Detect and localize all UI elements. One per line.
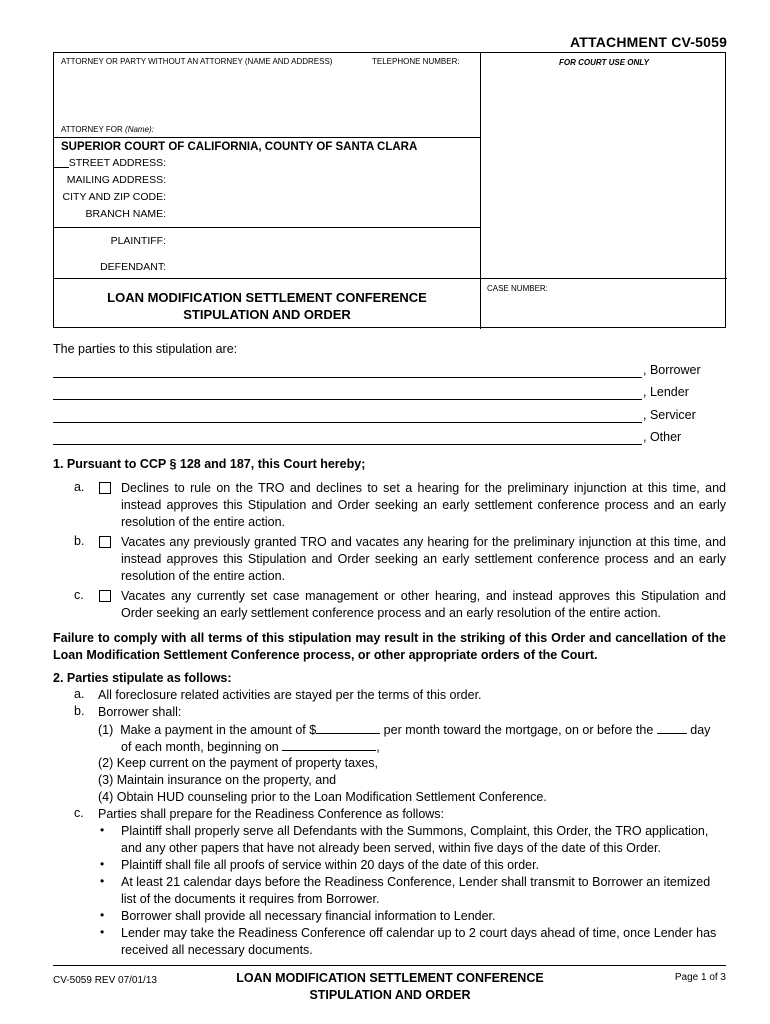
- borrower-line[interactable]: [53, 377, 642, 378]
- item-c-text: Vacates any currently set case management or other hearing, and instead approves this Stipulation and Order seeking an early settlement conference process and an early resolution of the entire action.: [121, 589, 726, 620]
- bullet-dot: •: [100, 823, 105, 837]
- payment-amount-blank[interactable]: [316, 721, 380, 734]
- parties-intro: The parties to this stipulation are:: [53, 342, 238, 356]
- caption-divider: [480, 53, 481, 329]
- readiness-bullet-2: Plaintiff shall file all proofs of service within 20 days of the date of this order.: [121, 858, 540, 872]
- bullet-dot: •: [100, 874, 105, 888]
- branch-name-label: BRANCH NAME:: [85, 208, 166, 220]
- servicer-line[interactable]: [53, 422, 642, 423]
- document-title: LOAN MODIFICATION SETTLEMENT CONFERENCE STIPULATION AND ORDER: [107, 290, 427, 322]
- item-b-checkbox[interactable]: [99, 536, 111, 548]
- section1-heading: 1. Pursuant to CCP § 128 and 187, this Court hereby;: [53, 457, 366, 471]
- item-c-checkbox[interactable]: [99, 590, 111, 602]
- city-zip-label: CITY AND ZIP CODE:: [62, 191, 166, 203]
- beginning-date-blank[interactable]: [282, 738, 376, 751]
- lender-line[interactable]: [53, 399, 642, 400]
- lender-label: , Lender: [643, 385, 689, 399]
- street-address-label: STREET ADDRESS:: [68, 157, 166, 169]
- caption-rule-court: [54, 227, 480, 228]
- warning-text: Failure to comply with all terms of this stipulation may result in the striking of this Order and cancellation of the Loan Modification Settlement Conference process, or other appropriate orders of the Court.: [53, 631, 726, 662]
- section2-b1-line2: of each month, beginning on ,: [121, 740, 380, 754]
- other-label: , Other: [643, 430, 682, 444]
- telephone-label: TELEPHONE NUMBER:: [372, 57, 460, 66]
- item-b-text: Vacates any previously granted TRO and vacates any hearing for the preliminary injunction at this time, and instead approves this Stipulation and Order seeking an early settlement conference process and an early resolution of the entire action.: [121, 535, 726, 583]
- section2-b-text: Borrower shall:: [98, 705, 182, 719]
- mailing-address-label: MAILING ADDRESS:: [66, 174, 166, 186]
- section2-b-letter: b.: [74, 704, 85, 718]
- footer-form-id: CV-5059 REV 07/01/13: [53, 975, 157, 986]
- section2-heading: 2. Parties stipulate as follows:: [53, 671, 232, 685]
- court-name: SUPERIOR COURT OF CALIFORNIA, COUNTY OF SANTA CLARA: [61, 141, 418, 153]
- caption-rule-attorney: [54, 137, 480, 138]
- item-c-letter: c.: [74, 588, 84, 602]
- case-number-label: CASE NUMBER:: [487, 284, 548, 293]
- borrower-label: , Borrower: [643, 363, 701, 377]
- item-b-letter: b.: [74, 534, 85, 548]
- court-use-label: FOR COURT USE ONLY: [559, 58, 649, 67]
- bullet-dot: •: [100, 925, 105, 939]
- section2-b1-line1: (1) Make a payment in the amount of $ per month toward the mortgage, on or before the day: [98, 723, 711, 737]
- bullet-dot: •: [100, 857, 105, 871]
- attorney-label: ATTORNEY OR PARTY WITHOUT AN ATTORNEY (NAME AND ADDRESS): [61, 57, 333, 66]
- section2-b4: (4) Obtain HUD counseling prior to the Loan Modification Settlement Conference.: [98, 790, 547, 804]
- other-line[interactable]: [53, 444, 642, 445]
- caption-box: [53, 52, 726, 328]
- attorney-for-label: ATTORNEY FOR (Name):: [61, 125, 154, 134]
- section2-a-text: All foreclosure related activities are stayed per the terms of this order.: [98, 688, 482, 702]
- section2-c-text: Parties shall prepare for the Readiness Conference as follows:: [98, 807, 445, 821]
- footer-page-number: Page 1 of 3: [674, 972, 726, 983]
- footer-title: LOAN MODIFICATION SETTLEMENT CONFERENCE STIPULATION AND ORDER: [236, 971, 544, 1002]
- caption-rule-parties: [54, 278, 727, 279]
- section2-c-letter: c.: [74, 806, 84, 820]
- readiness-bullet-3: At least 21 calendar days before the Readiness Conference, Lender shall transmit to Borrower an itemized list of the documents it requires from Borrower.: [121, 875, 711, 906]
- bullet-dot: •: [100, 908, 105, 922]
- servicer-label: , Servicer: [643, 408, 696, 422]
- item-a-text: Declines to rule on the TRO and declines to set a hearing for the preliminary injunction at this time, and instead approves this Stipulation and Order seeking an early settlement conference process and an early resolution of the entire action.: [121, 481, 726, 529]
- defendant-label: DEFENDANT:: [100, 261, 166, 273]
- readiness-bullet-4: Borrower shall provide all necessary financial information to Lender.: [121, 909, 496, 923]
- section2-b2: (2) Keep current on the payment of property taxes,: [98, 756, 379, 770]
- plaintiff-label: PLAINTIFF:: [110, 235, 166, 247]
- item-a-letter: a.: [74, 480, 85, 494]
- footer-rule: [53, 965, 726, 966]
- item-a-checkbox[interactable]: [99, 482, 111, 494]
- attachment-number: ATTACHMENT CV-5059: [570, 34, 728, 50]
- section2-a-letter: a.: [74, 687, 85, 701]
- readiness-bullet-5: Lender may take the Readiness Conference off calendar up to 2 court days ahead of time, once Lender has received all necessary documents.: [121, 926, 717, 957]
- readiness-bullet-1: Plaintiff shall properly serve all Defendants with the Summons, Complaint, this Order, the TRO application, and any other papers that have not already been served, within five days of the date of this Order.: [121, 824, 709, 855]
- section2-b3: (3) Maintain insurance on the property, and: [98, 773, 337, 787]
- due-day-blank[interactable]: [657, 721, 687, 734]
